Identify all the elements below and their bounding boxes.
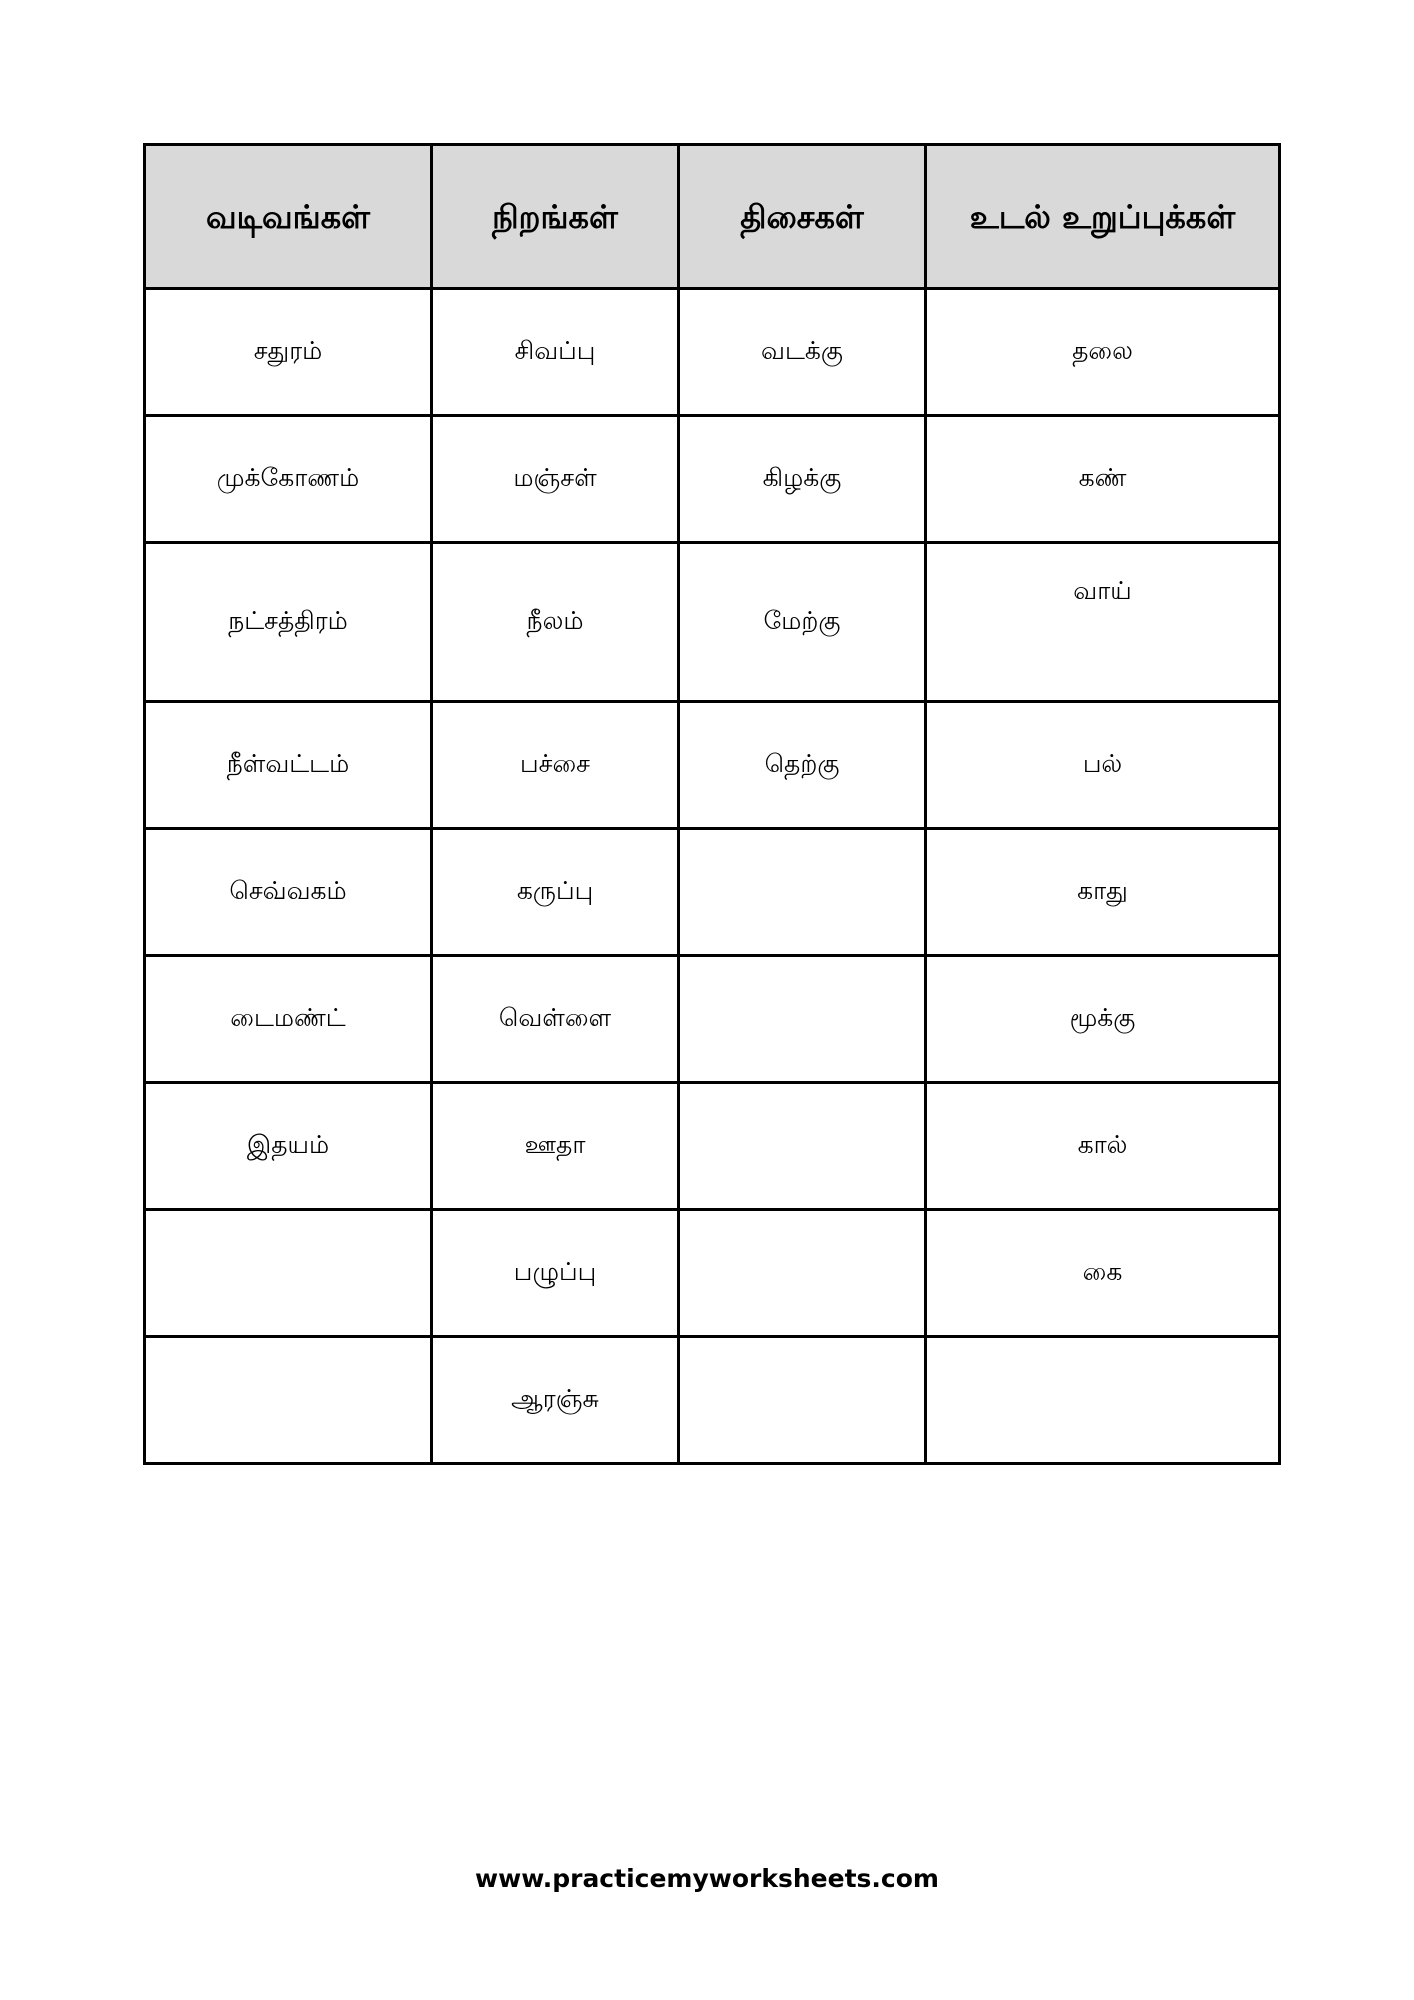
table-row [145,1083,1280,1210]
footer-website: www.practicemyworksheets.com [475,1864,939,1893]
table-cell [679,1083,926,1210]
table-cell [679,829,926,956]
table-cell: நீலம் [432,543,679,702]
header-shapes: வடிவங்கள் [145,145,432,289]
table-cell [679,956,926,1083]
table-cell [145,1210,432,1337]
vocabulary-table [143,143,1281,1465]
table-cell: கண் [926,416,1280,543]
table-row [145,543,1280,702]
header-body-parts: உடல் உறுப்புக்கள் [926,145,1280,289]
header-colors: நிறங்கள் [432,145,679,289]
table-cell: வடக்கு [679,289,926,416]
table-cell [145,1337,432,1464]
table-cell: கால் [926,1083,1280,1210]
table-cell: மேற்கு [679,543,926,702]
table-row [145,829,1280,956]
table-cell: நட்சத்திரம் [145,543,432,702]
table-cell [679,1337,926,1464]
table-row [145,1210,1280,1337]
table-cell: ஊதா [432,1083,679,1210]
table-cell: கை [926,1210,1280,1337]
table-cell: நீள்வட்டம் [145,702,432,829]
table-cell: முக்கோணம் [145,416,432,543]
table-cell: தலை [926,289,1280,416]
table-cell: மஞ்சள் [432,416,679,543]
table-cell: வெள்ளை [432,956,679,1083]
table-row [145,702,1280,829]
table-cell: சிவப்பு [432,289,679,416]
table-cell: பச்சை [432,702,679,829]
table-cell: செவ்வகம் [145,829,432,956]
table-row [145,289,1280,416]
table-cell: தெற்கு [679,702,926,829]
table-cell [679,1210,926,1337]
table-row [145,1337,1280,1464]
table-cell: ஆரஞ்சு [432,1337,679,1464]
table-cell: வாய் [926,543,1280,702]
table-cell: இதயம் [145,1083,432,1210]
table-cell: சதுரம் [145,289,432,416]
table-cell: டைமண்ட் [145,956,432,1083]
table-cell: கிழக்கு [679,416,926,543]
table-row [145,416,1280,543]
header-row [145,145,1280,289]
header-directions: திசைகள் [679,145,926,289]
table-row [145,956,1280,1083]
table-cell: மூக்கு [926,956,1280,1083]
table-cell: கருப்பு [432,829,679,956]
table-cell: பல் [926,702,1280,829]
table-cell: பழுப்பு [432,1210,679,1337]
table-cell: காது [926,829,1280,956]
table-cell [926,1337,1280,1464]
